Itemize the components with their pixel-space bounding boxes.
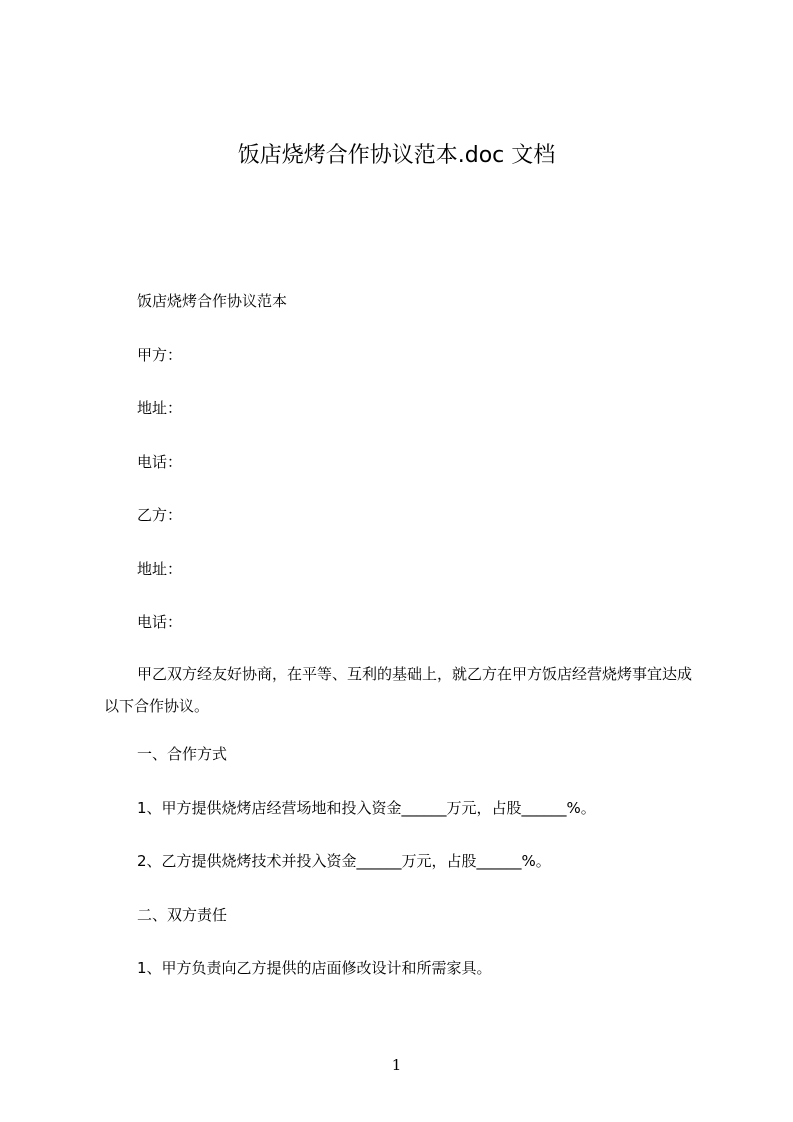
- party-b-phone: 电话：: [137, 613, 183, 631]
- party-a-label: 甲方：: [137, 346, 183, 364]
- party-a-address: 地址：: [137, 399, 183, 417]
- document-title: 饭店烧烤合作协议范本.doc 文档: [237, 143, 556, 168]
- section-1-heading: 一、合作方式: [137, 745, 228, 763]
- section-1-item-1: 1、甲方提供烧烤店经营场地和投入资金______万元，占股______%。: [137, 799, 596, 817]
- party-b-label: 乙方：: [137, 506, 183, 524]
- section-2-heading: 二、双方责任: [137, 906, 228, 924]
- section-1-item-2: 2、乙方提供烧烤技术并投入资金______万元，占股______%。: [137, 852, 551, 870]
- party-a-phone: 电话：: [137, 453, 183, 471]
- section-2-item-1: 1、甲方负责向乙方提供的店面修改设计和所需家具。: [137, 959, 492, 977]
- intro-paragraph: 甲乙双方经友好协商，在平等、互利的基础上，就乙方在甲方饭店经营烧烤事宜达成以下合作协议。: [104, 665, 693, 715]
- agreement-subtitle: 饭店烧烤合作协议范本: [137, 292, 288, 310]
- page-number: 1: [391, 1056, 402, 1074]
- party-b-address: 地址：: [137, 560, 183, 578]
